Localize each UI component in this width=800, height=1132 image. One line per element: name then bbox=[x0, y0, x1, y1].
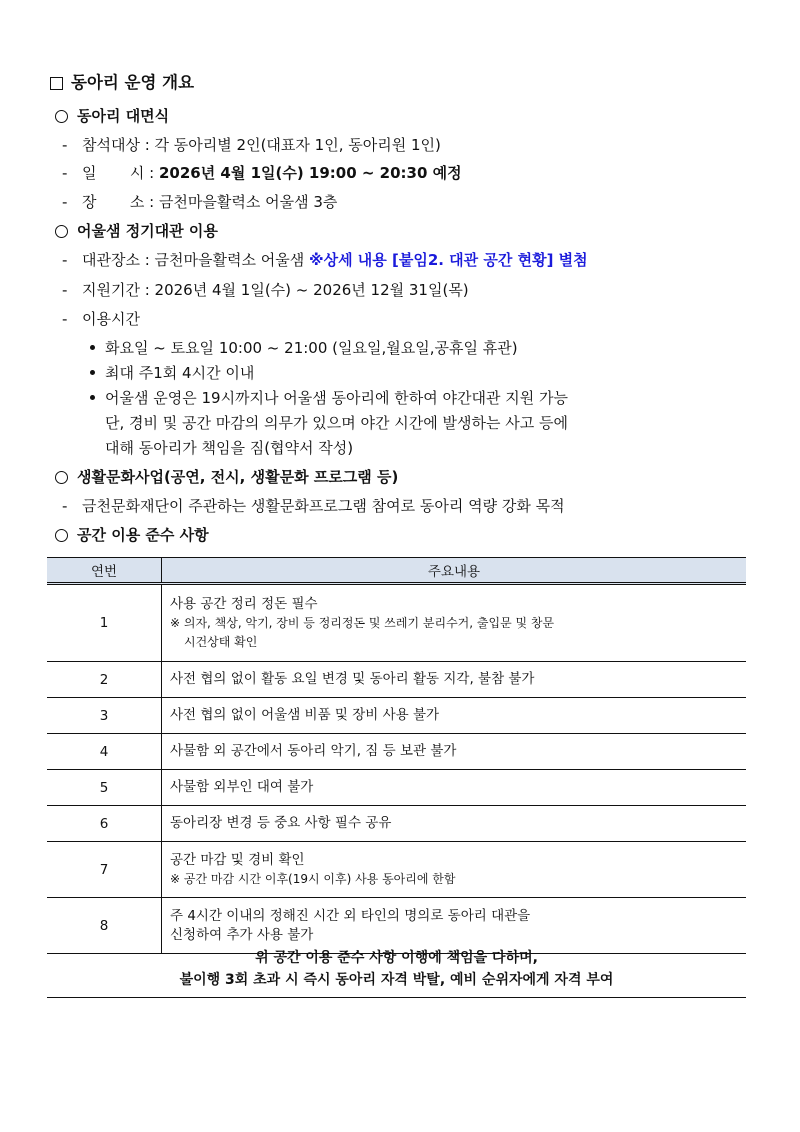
row-number: 3 bbox=[47, 698, 162, 734]
rental-bullet-2 bbox=[90, 363, 254, 383]
dash-marker: - bbox=[62, 251, 68, 269]
culture-item-text: 금천문화재단이 주관하는 생활문화프로그램 참여로 동아리 역량 강화 목적 bbox=[82, 497, 565, 515]
row-number: 6 bbox=[47, 806, 162, 842]
rules-footer bbox=[47, 944, 746, 998]
table-row bbox=[47, 734, 746, 770]
meeting-heading-text: 동아리 대면식 bbox=[77, 107, 170, 125]
rules-table bbox=[47, 557, 746, 954]
rules-heading-text: 공간 이용 준수 사항 bbox=[77, 526, 209, 544]
dash-marker: - bbox=[62, 281, 68, 299]
table-row bbox=[47, 806, 746, 842]
row-content bbox=[162, 584, 747, 662]
row-content: 동아리장 변경 등 중요 사항 필수 공유 bbox=[162, 806, 747, 842]
culture-heading-text: 생활문화사업(공연, 전시, 생활문화 프로그램 등) bbox=[77, 468, 399, 486]
rental-bullet-1 bbox=[90, 338, 518, 358]
row-main-text-cont: 신청하여 추가 사용 불가 bbox=[170, 926, 314, 943]
rental-hours-label: 이용시간 bbox=[82, 310, 140, 328]
rental-item-place bbox=[62, 250, 588, 270]
meeting-place-text: 장 소 : 금천마을활력소 어울샘 3층 bbox=[82, 193, 338, 211]
meeting-heading bbox=[55, 106, 169, 126]
row-main-text: 주 4시간 이내의 정해진 시간 외 타인의 명의로 동아리 대관을 bbox=[170, 907, 531, 924]
circle-bullet-icon bbox=[55, 110, 68, 123]
rental-bullet-text: 어울샘 운영은 19시까지나 어울샘 동아리에 한하여 야간대관 지원 가능 bbox=[105, 389, 568, 407]
rental-bullet-text: 최대 주1회 4시간 이내 bbox=[105, 364, 255, 382]
rental-bullet-3-cont2: 대해 동아리가 책임을 짐(협약서 작성) bbox=[105, 439, 354, 457]
rental-heading bbox=[55, 221, 218, 241]
dash-marker: - bbox=[62, 136, 68, 154]
rental-item-period bbox=[62, 280, 469, 300]
bullet-dot-icon bbox=[90, 370, 95, 375]
meeting-item-datetime bbox=[62, 163, 462, 183]
table-row bbox=[47, 770, 746, 806]
row-number: 4 bbox=[47, 734, 162, 770]
dash-marker: - bbox=[62, 164, 68, 182]
dash-marker: - bbox=[62, 310, 68, 328]
checkbox-square-icon bbox=[50, 77, 63, 90]
table-row bbox=[47, 698, 746, 734]
rental-place-text: 대관장소 : 금천마을활력소 어울샘 bbox=[82, 251, 309, 269]
row-number: 7 bbox=[47, 842, 162, 898]
rental-bullet-3 bbox=[90, 388, 568, 408]
meeting-datetime-value: 2026년 4월 1일(수) 19:00 ~ 20:30 예정 bbox=[158, 164, 462, 182]
table-header-row bbox=[47, 558, 746, 584]
dash-marker: - bbox=[62, 497, 68, 515]
meeting-item-place bbox=[62, 192, 337, 212]
row-note-text: ※ 공간 마감 시간 이후(19시 이후) 사용 동아리에 한함 bbox=[170, 871, 456, 886]
rental-item-hours bbox=[62, 309, 140, 329]
column-header-num: 연번 bbox=[47, 558, 162, 584]
rental-heading-text: 어울샘 정기대관 이용 bbox=[77, 222, 218, 240]
row-number: 2 bbox=[47, 662, 162, 698]
circle-bullet-icon bbox=[55, 529, 68, 542]
row-number: 8 bbox=[47, 898, 162, 954]
row-number: 1 bbox=[47, 584, 162, 662]
footer-line-2: 불이행 3회 초과 시 즉시 동아리 자격 박탈, 예비 순위자에게 자격 부여 bbox=[179, 972, 614, 988]
row-note-text: ※ 의자, 책상, 악기, 장비 등 정리정돈 및 쓰레기 분리수거, 출입문 및 창문 bbox=[170, 615, 555, 630]
table-row bbox=[47, 842, 746, 898]
section-title-text: 동아리 운영 개요 bbox=[71, 73, 195, 92]
row-content: 사물함 외 공간에서 동아리 악기, 짐 등 보관 불가 bbox=[162, 734, 747, 770]
column-header-content: 주요내용 bbox=[162, 558, 747, 584]
table-row bbox=[47, 662, 746, 698]
row-number: 5 bbox=[47, 770, 162, 806]
culture-heading bbox=[55, 467, 398, 487]
row-content: 사전 협의 없이 어울샘 비품 및 장비 사용 불가 bbox=[162, 698, 747, 734]
footer-line-1: 위 공간 이용 준수 사항 이행에 책임을 다하며, bbox=[255, 950, 538, 966]
meeting-datetime-label: 일 시 : bbox=[82, 164, 159, 182]
row-note-text-cont: 시건상태 확인 bbox=[184, 634, 258, 649]
bullet-dot-icon bbox=[90, 345, 95, 350]
section-title bbox=[50, 73, 194, 93]
row-main-text: 사용 공간 정리 정돈 필수 bbox=[170, 595, 318, 612]
row-main-text: 공간 마감 및 경비 확인 bbox=[170, 851, 305, 868]
row-content: 사물함 외부인 대여 불가 bbox=[162, 770, 747, 806]
circle-bullet-icon bbox=[55, 471, 68, 484]
meeting-item-attendees bbox=[62, 135, 441, 155]
dash-marker: - bbox=[62, 193, 68, 211]
rental-place-note: ※상세 내용 [붙임2. 대관 공간 현황] 별첨 bbox=[309, 251, 588, 269]
rental-bullet-text: 화요일 ~ 토요일 10:00 ~ 21:00 (일요일,월요일,공휴일 휴관) bbox=[105, 339, 518, 357]
rental-period-text: 지원기간 : 2026년 4월 1일(수) ~ 2026년 12월 31일(목) bbox=[82, 281, 469, 299]
rules-heading bbox=[55, 525, 209, 545]
meeting-attendees-text: 참석대상 : 각 동아리별 2인(대표자 1인, 동아리원 1인) bbox=[82, 136, 441, 154]
row-content bbox=[162, 842, 747, 898]
circle-bullet-icon bbox=[55, 225, 68, 238]
rental-bullet-3-cont1: 단, 경비 및 공간 마감의 의무가 있으며 야간 시간에 발생하는 사고 등에 bbox=[105, 414, 568, 432]
row-content: 사전 협의 없이 활동 요일 변경 및 동아리 활동 지각, 불참 불가 bbox=[162, 662, 747, 698]
bullet-dot-icon bbox=[90, 395, 95, 400]
table-row bbox=[47, 584, 746, 662]
culture-item bbox=[62, 496, 565, 516]
